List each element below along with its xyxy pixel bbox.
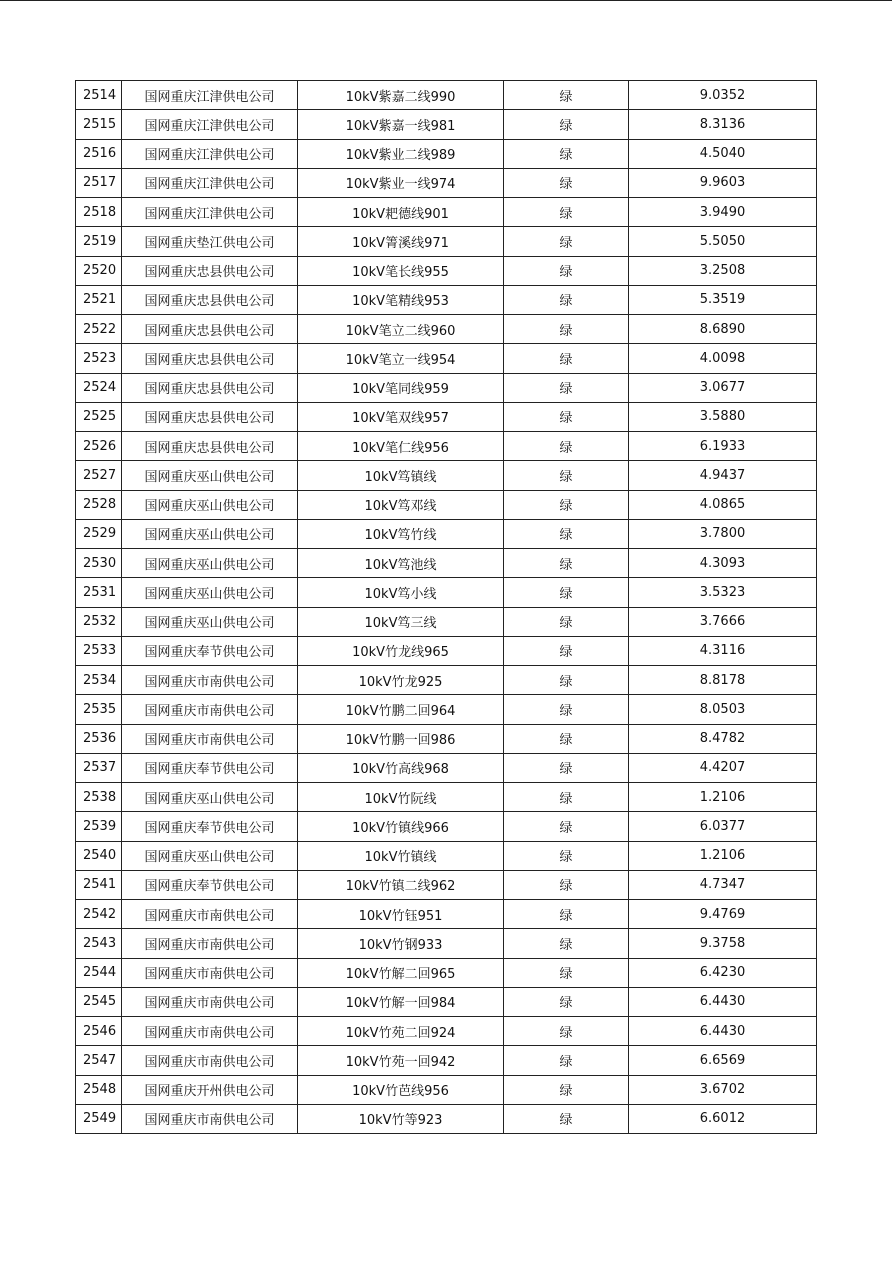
status-cell: 绿 (504, 900, 629, 929)
line-name-cell: 10kV竹镇线966 (298, 812, 504, 841)
table-row (76, 870, 817, 899)
line-name-cell: 10kV竹钰951 (298, 900, 504, 929)
status-cell: 绿 (504, 987, 629, 1016)
value-cell: 8.6890 (629, 315, 817, 344)
line-name-cell: 10kV笃池线 (298, 549, 504, 578)
status-cell: 绿 (504, 666, 629, 695)
company-cell: 国网重庆市南供电公司 (122, 695, 298, 724)
row-number-cell: 2537 (76, 753, 122, 782)
status-cell: 绿 (504, 432, 629, 461)
company-cell: 国网重庆市南供电公司 (122, 1104, 298, 1133)
status-cell: 绿 (504, 139, 629, 168)
value-cell: 9.4769 (629, 900, 817, 929)
status-cell: 绿 (504, 695, 629, 724)
status-cell: 绿 (504, 227, 629, 256)
value-cell: 3.7666 (629, 607, 817, 636)
row-number-cell: 2522 (76, 315, 122, 344)
table-body (76, 81, 817, 1134)
line-name-cell: 10kV笃三线 (298, 607, 504, 636)
status-cell: 绿 (504, 1104, 629, 1133)
row-number-cell: 2549 (76, 1104, 122, 1133)
line-name-cell: 10kV笃竹线 (298, 519, 504, 548)
table-row (76, 315, 817, 344)
row-number-cell: 2516 (76, 139, 122, 168)
value-cell: 5.5050 (629, 227, 817, 256)
line-name-cell: 10kV笔同线959 (298, 373, 504, 402)
table-row (76, 666, 817, 695)
status-cell: 绿 (504, 373, 629, 402)
company-cell: 国网重庆江津供电公司 (122, 110, 298, 139)
value-cell: 8.0503 (629, 695, 817, 724)
company-cell: 国网重庆忠县供电公司 (122, 256, 298, 285)
table-row (76, 168, 817, 197)
company-cell: 国网重庆江津供电公司 (122, 139, 298, 168)
company-cell: 国网重庆市南供电公司 (122, 900, 298, 929)
table-row (76, 753, 817, 782)
value-cell: 4.3116 (629, 636, 817, 665)
table-row (76, 783, 817, 812)
row-number-cell: 2547 (76, 1046, 122, 1075)
table-row (76, 841, 817, 870)
company-cell: 国网重庆忠县供电公司 (122, 373, 298, 402)
value-cell: 4.3093 (629, 549, 817, 578)
row-number-cell: 2548 (76, 1075, 122, 1104)
company-cell: 国网重庆忠县供电公司 (122, 402, 298, 431)
company-cell: 国网重庆巫山供电公司 (122, 549, 298, 578)
company-cell: 国网重庆巫山供电公司 (122, 607, 298, 636)
line-name-cell: 10kV竹高线968 (298, 753, 504, 782)
value-cell: 3.9490 (629, 198, 817, 227)
company-cell: 国网重庆垫江供电公司 (122, 227, 298, 256)
status-cell: 绿 (504, 110, 629, 139)
row-number-cell: 2533 (76, 636, 122, 665)
row-number-cell: 2527 (76, 461, 122, 490)
status-cell: 绿 (504, 344, 629, 373)
line-name-cell: 10kV紫业二线989 (298, 139, 504, 168)
line-name-cell: 10kV紫业一线974 (298, 168, 504, 197)
status-cell: 绿 (504, 461, 629, 490)
company-cell: 国网重庆奉节供电公司 (122, 753, 298, 782)
table-row (76, 1104, 817, 1133)
line-name-cell: 10kV竹鹏二回964 (298, 695, 504, 724)
table-row (76, 81, 817, 110)
line-name-cell: 10kV笔长线955 (298, 256, 504, 285)
value-cell: 6.1933 (629, 432, 817, 461)
row-number-cell: 2524 (76, 373, 122, 402)
row-number-cell: 2518 (76, 198, 122, 227)
value-cell: 4.9437 (629, 461, 817, 490)
line-name-cell: 10kV笃镇线 (298, 461, 504, 490)
table-row (76, 1075, 817, 1104)
line-name-cell: 10kV笃小线 (298, 578, 504, 607)
status-cell: 绿 (504, 490, 629, 519)
status-cell: 绿 (504, 168, 629, 197)
line-name-cell: 10kV笔双线957 (298, 402, 504, 431)
table-row (76, 1046, 817, 1075)
value-cell: 6.4430 (629, 1017, 817, 1046)
status-cell: 绿 (504, 1046, 629, 1075)
row-number-cell: 2542 (76, 900, 122, 929)
value-cell: 8.8178 (629, 666, 817, 695)
company-cell: 国网重庆市南供电公司 (122, 1017, 298, 1046)
status-cell: 绿 (504, 549, 629, 578)
company-cell: 国网重庆开州供电公司 (122, 1075, 298, 1104)
row-number-cell: 2521 (76, 285, 122, 314)
line-name-cell: 10kV竹等923 (298, 1104, 504, 1133)
line-name-cell: 10kV竹芭线956 (298, 1075, 504, 1104)
row-number-cell: 2545 (76, 987, 122, 1016)
row-number-cell: 2534 (76, 666, 122, 695)
status-cell: 绿 (504, 841, 629, 870)
row-number-cell: 2536 (76, 724, 122, 753)
status-cell: 绿 (504, 1075, 629, 1104)
value-cell: 3.5880 (629, 402, 817, 431)
line-name-cell: 10kV笃邓线 (298, 490, 504, 519)
value-cell: 4.5040 (629, 139, 817, 168)
line-name-cell: 10kV紫嘉二线990 (298, 81, 504, 110)
value-cell: 8.3136 (629, 110, 817, 139)
line-name-cell: 10kV竹鹏一回986 (298, 724, 504, 753)
company-cell: 国网重庆巫山供电公司 (122, 578, 298, 607)
table-row (76, 402, 817, 431)
company-cell: 国网重庆江津供电公司 (122, 81, 298, 110)
company-cell: 国网重庆江津供电公司 (122, 168, 298, 197)
row-number-cell: 2546 (76, 1017, 122, 1046)
row-number-cell: 2532 (76, 607, 122, 636)
company-cell: 国网重庆市南供电公司 (122, 724, 298, 753)
status-cell: 绿 (504, 724, 629, 753)
row-number-cell: 2538 (76, 783, 122, 812)
table-row (76, 461, 817, 490)
line-name-cell: 10kV竹苑一回942 (298, 1046, 504, 1075)
status-cell: 绿 (504, 519, 629, 548)
row-number-cell: 2540 (76, 841, 122, 870)
value-cell: 4.0865 (629, 490, 817, 519)
row-number-cell: 2543 (76, 929, 122, 958)
value-cell: 4.4207 (629, 753, 817, 782)
line-name-cell: 10kV耙德线901 (298, 198, 504, 227)
value-cell: 5.3519 (629, 285, 817, 314)
row-number-cell: 2535 (76, 695, 122, 724)
value-cell: 3.2508 (629, 256, 817, 285)
row-number-cell: 2526 (76, 432, 122, 461)
company-cell: 国网重庆忠县供电公司 (122, 344, 298, 373)
company-cell: 国网重庆奉节供电公司 (122, 812, 298, 841)
table-row (76, 344, 817, 373)
line-name-cell: 10kV竹钢933 (298, 929, 504, 958)
line-name-cell: 10kV竹龙925 (298, 666, 504, 695)
value-cell: 6.0377 (629, 812, 817, 841)
table-row (76, 227, 817, 256)
status-cell: 绿 (504, 753, 629, 782)
table-row (76, 958, 817, 987)
value-cell: 9.3758 (629, 929, 817, 958)
value-cell: 6.4430 (629, 987, 817, 1016)
row-number-cell: 2525 (76, 402, 122, 431)
table-row (76, 724, 817, 753)
company-cell: 国网重庆忠县供电公司 (122, 285, 298, 314)
line-name-cell: 10kV竹苑二回924 (298, 1017, 504, 1046)
value-cell: 3.5323 (629, 578, 817, 607)
table-row (76, 432, 817, 461)
table-row (76, 1017, 817, 1046)
table-row (76, 636, 817, 665)
table-row (76, 256, 817, 285)
value-cell: 4.0098 (629, 344, 817, 373)
status-cell: 绿 (504, 1017, 629, 1046)
table-row (76, 110, 817, 139)
row-number-cell: 2544 (76, 958, 122, 987)
line-name-cell: 10kV竹阮线 (298, 783, 504, 812)
value-cell: 4.7347 (629, 870, 817, 899)
value-cell: 8.4782 (629, 724, 817, 753)
row-number-cell: 2531 (76, 578, 122, 607)
company-cell: 国网重庆巫山供电公司 (122, 461, 298, 490)
value-cell: 3.0677 (629, 373, 817, 402)
line-name-cell: 10kV竹龙线965 (298, 636, 504, 665)
status-cell: 绿 (504, 607, 629, 636)
table-row (76, 490, 817, 519)
value-cell: 6.4230 (629, 958, 817, 987)
table-row (76, 285, 817, 314)
line-data-table (75, 80, 817, 1134)
company-cell: 国网重庆巫山供电公司 (122, 490, 298, 519)
value-cell: 6.6012 (629, 1104, 817, 1133)
company-cell: 国网重庆巫山供电公司 (122, 841, 298, 870)
company-cell: 国网重庆市南供电公司 (122, 987, 298, 1016)
status-cell: 绿 (504, 929, 629, 958)
table-row (76, 900, 817, 929)
value-cell: 3.6702 (629, 1075, 817, 1104)
row-number-cell: 2514 (76, 81, 122, 110)
status-cell: 绿 (504, 812, 629, 841)
status-cell: 绿 (504, 256, 629, 285)
company-cell: 国网重庆市南供电公司 (122, 958, 298, 987)
row-number-cell: 2517 (76, 168, 122, 197)
company-cell: 国网重庆奉节供电公司 (122, 870, 298, 899)
line-name-cell: 10kV竹解一回984 (298, 987, 504, 1016)
table-row (76, 519, 817, 548)
status-cell: 绿 (504, 198, 629, 227)
table-row (76, 139, 817, 168)
status-cell: 绿 (504, 315, 629, 344)
page-top-border (0, 0, 892, 1)
status-cell: 绿 (504, 958, 629, 987)
value-cell: 6.6569 (629, 1046, 817, 1075)
table-row (76, 373, 817, 402)
status-cell: 绿 (504, 783, 629, 812)
company-cell: 国网重庆市南供电公司 (122, 929, 298, 958)
company-cell: 国网重庆忠县供电公司 (122, 432, 298, 461)
row-number-cell: 2541 (76, 870, 122, 899)
company-cell: 国网重庆奉节供电公司 (122, 636, 298, 665)
value-cell: 1.2106 (629, 841, 817, 870)
row-number-cell: 2523 (76, 344, 122, 373)
row-number-cell: 2539 (76, 812, 122, 841)
table-row (76, 549, 817, 578)
company-cell: 国网重庆忠县供电公司 (122, 315, 298, 344)
status-cell: 绿 (504, 81, 629, 110)
line-name-cell: 10kV笔立一线954 (298, 344, 504, 373)
status-cell: 绿 (504, 402, 629, 431)
status-cell: 绿 (504, 578, 629, 607)
table-row (76, 607, 817, 636)
line-name-cell: 10kV箐溪线971 (298, 227, 504, 256)
company-cell: 国网重庆市南供电公司 (122, 1046, 298, 1075)
table-row (76, 987, 817, 1016)
row-number-cell: 2520 (76, 256, 122, 285)
row-number-cell: 2515 (76, 110, 122, 139)
status-cell: 绿 (504, 636, 629, 665)
company-cell: 国网重庆市南供电公司 (122, 666, 298, 695)
line-name-cell: 10kV笔立二线960 (298, 315, 504, 344)
status-cell: 绿 (504, 285, 629, 314)
table-row (76, 812, 817, 841)
row-number-cell: 2528 (76, 490, 122, 519)
value-cell: 9.0352 (629, 81, 817, 110)
company-cell: 国网重庆巫山供电公司 (122, 783, 298, 812)
value-cell: 9.9603 (629, 168, 817, 197)
table-row (76, 578, 817, 607)
line-name-cell: 10kV竹镇线 (298, 841, 504, 870)
row-number-cell: 2519 (76, 227, 122, 256)
row-number-cell: 2530 (76, 549, 122, 578)
line-name-cell: 10kV紫嘉一线981 (298, 110, 504, 139)
company-cell: 国网重庆巫山供电公司 (122, 519, 298, 548)
line-name-cell: 10kV笔仁线956 (298, 432, 504, 461)
line-name-cell: 10kV竹镇二线962 (298, 870, 504, 899)
value-cell: 3.7800 (629, 519, 817, 548)
status-cell: 绿 (504, 870, 629, 899)
line-name-cell: 10kV竹解二回965 (298, 958, 504, 987)
table-row (76, 198, 817, 227)
table-row (76, 695, 817, 724)
company-cell: 国网重庆江津供电公司 (122, 198, 298, 227)
table-row (76, 929, 817, 958)
line-name-cell: 10kV笔精线953 (298, 285, 504, 314)
row-number-cell: 2529 (76, 519, 122, 548)
value-cell: 1.2106 (629, 783, 817, 812)
